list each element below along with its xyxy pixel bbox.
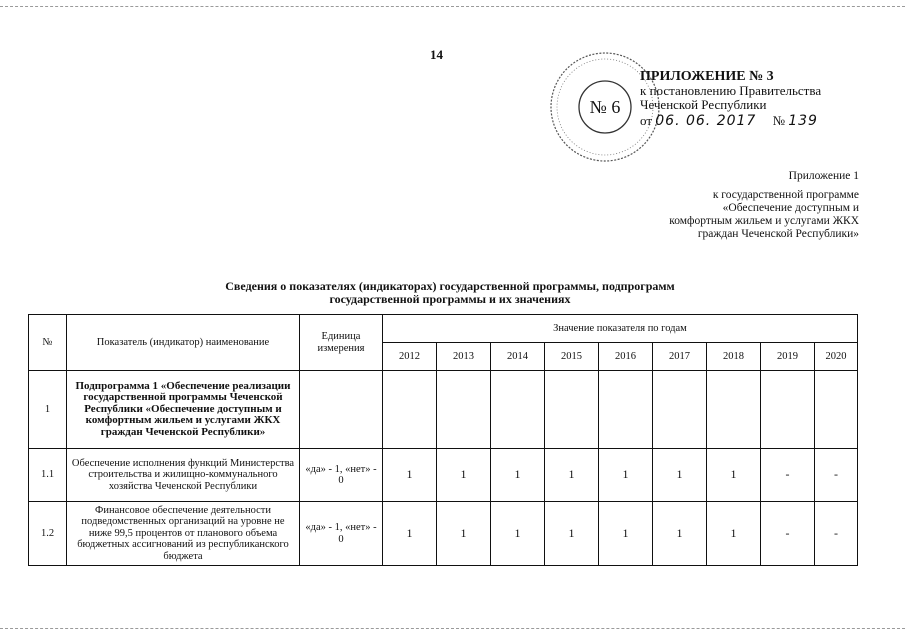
value-cell <box>761 371 815 449</box>
table-title <box>150 280 750 306</box>
value-cell: 1 <box>383 449 437 502</box>
value-cell <box>707 371 761 449</box>
header-name: Показатель (индикатор) наименование <box>67 315 300 371</box>
value-cell: 1 <box>545 502 599 566</box>
appendix-date-line <box>640 114 821 128</box>
scan-artifact-bottom <box>0 628 905 630</box>
annex-title: Приложение 1 <box>788 170 859 182</box>
value-cell <box>815 371 858 449</box>
value-cell: 1 <box>653 502 707 566</box>
row-unit: «да» - 1, «нет» - 0 <box>300 502 383 566</box>
year-2012: 2012 <box>383 343 437 371</box>
year-2018: 2018 <box>707 343 761 371</box>
scan-artifact-top <box>0 6 905 8</box>
table-row <box>29 449 858 502</box>
value-cell: 1 <box>437 449 491 502</box>
appendix-line-1: к постановлению Правительства <box>640 83 822 98</box>
year-2014: 2014 <box>491 343 545 371</box>
header-row-1 <box>29 315 858 343</box>
value-cell: - <box>761 502 815 566</box>
value-cell: 1 <box>599 449 653 502</box>
value-cell <box>545 371 599 449</box>
year-2013: 2013 <box>437 343 491 371</box>
value-cell: - <box>761 449 815 502</box>
appendix-line-2: Чеченской Республики <box>640 97 767 112</box>
year-2015: 2015 <box>545 343 599 371</box>
value-cell: 1 <box>599 502 653 566</box>
value-cell: 1 <box>653 449 707 502</box>
annex-line-2: «Обеспечение доступным и <box>722 202 859 214</box>
row-name: Подпрограмма 1 «Обеспечение реализации государственной программы Чеченской Республики «Обеспечение доступным и комфортным жильем и услугами ЖКХ граждан Чеченской Республики» <box>67 371 300 449</box>
value-cell: 1 <box>383 502 437 566</box>
header-unit: Единица измерения <box>300 315 383 371</box>
value-cell <box>599 371 653 449</box>
value-cell: - <box>815 502 858 566</box>
seal-number: № 6 <box>589 97 621 117</box>
number-prefix: № <box>772 113 785 128</box>
table-title-line-1: Сведения о показателях (индикаторах) государственной программы, подпрограмм <box>225 279 675 293</box>
appendix-header <box>640 70 821 128</box>
row-name: Финансовое обеспечение деятельности подведомственных организаций на уровне не ниже 99,5 процентов от планового объема бюджетных ассигнований из республиканского бюджета <box>67 502 300 566</box>
header-values: Значение показателя по годам <box>383 315 858 343</box>
value-cell: 1 <box>707 449 761 502</box>
annex-line-4: граждан Чеченской Республики» <box>697 228 859 240</box>
year-2020: 2020 <box>815 343 858 371</box>
value-cell <box>491 371 545 449</box>
date-prefix: от <box>640 113 653 128</box>
handwritten-number: 139 <box>788 113 818 129</box>
value-cell: 1 <box>437 502 491 566</box>
appendix-title: ПРИЛОЖЕНИЕ № 3 <box>640 69 774 84</box>
value-cell: 1 <box>491 449 545 502</box>
value-cell: 1 <box>707 502 761 566</box>
table-title-line-2: государственной программы и их значениях <box>329 292 571 306</box>
row-unit <box>300 371 383 449</box>
row-no: 1.1 <box>29 449 67 502</box>
value-cell: - <box>815 449 858 502</box>
value-cell: 1 <box>545 449 599 502</box>
annex-line-3: комфортным жильем и услугами ЖКХ <box>669 215 859 227</box>
indicators-table <box>28 314 858 566</box>
row-no: 1.2 <box>29 502 67 566</box>
row-unit: «да» - 1, «нет» - 0 <box>300 449 383 502</box>
handwritten-date: 06. 06. 2017 <box>655 113 757 129</box>
table-row <box>29 502 858 566</box>
annex-line-1: к государственной программе <box>712 189 859 201</box>
value-cell <box>383 371 437 449</box>
page-number: 14 <box>430 47 443 62</box>
annex-block <box>669 170 859 241</box>
value-cell <box>653 371 707 449</box>
year-2019: 2019 <box>761 343 815 371</box>
row-name: Обеспечение исполнения функций Министерства строительства и жилищно-коммунального хозяйства Чеченской Республики <box>67 449 300 502</box>
table-row <box>29 371 858 449</box>
value-cell <box>437 371 491 449</box>
year-2017: 2017 <box>653 343 707 371</box>
header-no: № <box>29 315 67 371</box>
value-cell: 1 <box>491 502 545 566</box>
row-no: 1 <box>29 371 67 449</box>
year-2016: 2016 <box>599 343 653 371</box>
